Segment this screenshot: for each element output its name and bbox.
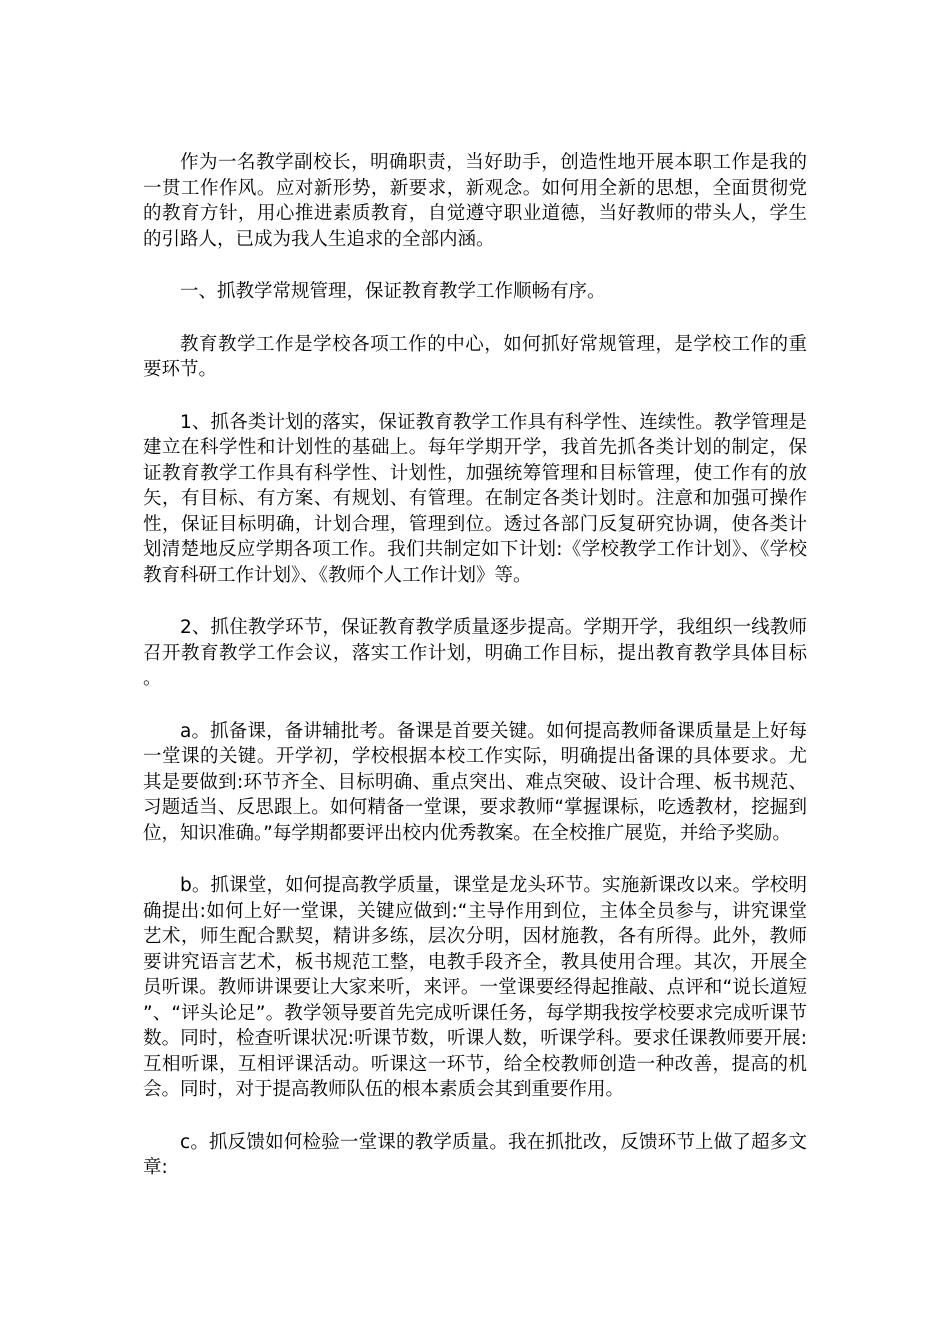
section-intro-paragraph: 教育教学工作是学校各项工作的中心，如何抓好常规管理，是学校工作的重要环节。 bbox=[143, 333, 807, 380]
section-heading-1: 一、抓教学常规管理，保证教育教学工作顺畅有序。 bbox=[180, 281, 606, 302]
item-1-paragraph: 1、抓各类计划的落实，保证教育教学工作具有科学性、连续性。教学管理是建立在科学性和计划性的基础上。每年学期开学，我首先抓各类计划的制定，保证教育教学工作具有科学性、计划性，加强统筹管理和目标管理，使工作有的放矢，有目标、有方案、有规划、有管理。在制定各类计划时。注意和加强可操作性，保证目标明确，计划合理，管理到位。透过各部门反复研究协调，使各类计划清楚地反应学期各项工作。我们共制定如下计划:《学校教学工作计划》、《学校教育科研工作计划》、《教师个人工作计划》等。 bbox=[143, 411, 807, 586]
item-a-paragraph: a。抓备课，备讲辅批考。备课是首要关键。如何提高教师备课质量是上好每一堂课的关键。开学初，学校根据本校工作实际，明确提出备课的具体要求。尤其是要做到:环节齐全、目标明确、重点突出、难点突破、设计合理、板书规范、习题适当、反思跟上。如何精备一堂课，要求教师“掌握课标，吃透教材，挖掘到位，知识准确。”每学期都要评出校内优秀教案。在全校推广展览，并给予奖励。 bbox=[143, 720, 807, 844]
item-2-paragraph: 2、抓住教学环节，保证教育教学质量逐步提高。学期开学，我组织一线教师召开教育教学工作会议，落实工作计划，明确工作目标，提出教育教学具体目标。 bbox=[143, 617, 807, 689]
item-c-paragraph: c。抓反馈如何检验一堂课的教学质量。我在抓批改，反馈环节上做了超多文章: bbox=[143, 1131, 807, 1178]
item-b-paragraph: b。抓课堂，如何提高教学质量，课堂是龙头环节。实施新课改以来。学校明确提出:如何上好一堂课，关键应做到:“主导作用到位，主体全员参与，讲究课堂艺术，师生配合默契，精讲多练，层次分明，因材施教，各有所得。此外，教师要讲究语言艺术，板书规范工整，电教手段齐全，教具使用合理。其次，开展全员听课。教师讲课要让大家来听，来评。一堂课要经得起推敲、点评和“说长道短”、“评头论足”。教学领导要首先完成听课任务，每学期我按学校要求完成听课节数。同时，检查听课状况:听课节数，听课人数，听课学科。要求任课教师要开展:互相听课，互相评课活动。听课这一环节，给全校教师创造一种改善，提高的机会。同时，对于提高教师队伍的根本素质会其到重要作用。 bbox=[143, 875, 807, 1100]
intro-paragraph: 作为一名教学副校长，明确职责，当好助手，创造性地开展本职工作是我的一贯工作作风。应对新形势，新要求，新观念。如何用全新的思想，全面贯彻党的教育方针，用心推进素质教育，自觉遵守职业道德，当好教师的带头人，学生的引路人，已成为我人生追求的全部内涵。 bbox=[143, 152, 807, 250]
